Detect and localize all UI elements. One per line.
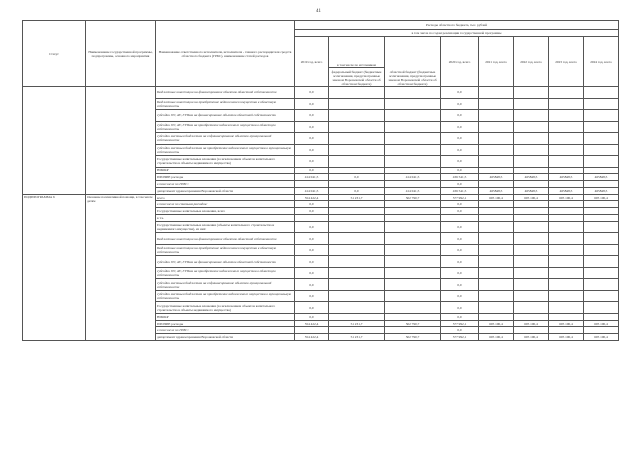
value-cell xyxy=(514,181,549,188)
value-cell: 0,0 xyxy=(295,98,329,110)
value-cell xyxy=(584,181,619,188)
value-cell xyxy=(514,167,549,174)
value-cell: 0,0 xyxy=(441,313,479,320)
value-cell xyxy=(385,167,441,174)
subprogram6-status: ПОДПРОГРАММА 6 xyxy=(23,194,86,340)
value-cell: 0,0 xyxy=(295,201,329,208)
value-cell xyxy=(385,279,441,291)
header-2023: 2023 год, всего xyxy=(549,37,584,87)
value-cell xyxy=(584,156,619,168)
value-cell: 0,0 xyxy=(295,233,329,245)
row-label: ПРОЧИЕ расходы xyxy=(156,174,295,181)
value-cell: 605 100,4 xyxy=(584,320,619,327)
value-cell: 0,0 xyxy=(295,156,329,168)
value-cell xyxy=(584,267,619,279)
value-cell xyxy=(385,181,441,188)
value-cell: 465848,5 xyxy=(549,174,584,181)
value-cell: 0,0 xyxy=(295,121,329,133)
subprogram6-program-name: Оказание паллиативной помощи, в том числе детям xyxy=(86,194,156,340)
header-executor: Наименование ответственного исполнителя, исполнителя - главного распорядителя средств областного бюджета (ГРБС), наименование статей расходов xyxy=(156,21,295,87)
value-cell xyxy=(549,215,584,222)
value-cell: 0,0 xyxy=(295,208,329,215)
value-cell xyxy=(385,244,441,256)
value-cell: 577 992,1 xyxy=(441,320,479,327)
row-label: субсидии ОУ, АУ, ГУПам на финансирование объектов областной собственности xyxy=(156,256,295,268)
header-including: в том числе по источникам xyxy=(329,63,384,68)
value-cell xyxy=(385,144,441,156)
value-cell xyxy=(329,244,385,256)
group1-status xyxy=(23,87,86,195)
value-cell xyxy=(584,327,619,334)
value-cell xyxy=(549,98,584,110)
row-label: в том числе по статьям расходов: xyxy=(156,201,295,208)
value-cell: 0,0 xyxy=(441,302,479,314)
value-cell xyxy=(329,156,385,168)
value-cell xyxy=(584,208,619,215)
row-label: Бюджетные инвестиции на приобретение недвижимого имущества в областную собственность xyxy=(156,98,295,110)
value-cell xyxy=(479,87,514,99)
value-cell: 465848,5 xyxy=(549,187,584,194)
value-cell xyxy=(479,256,514,268)
value-cell: 502 790,7 xyxy=(385,334,441,341)
value-cell xyxy=(584,98,619,110)
row-label: в том числе по ГРБС: xyxy=(156,181,295,188)
value-cell xyxy=(385,256,441,268)
value-cell: 0,0 xyxy=(295,256,329,268)
value-cell xyxy=(479,98,514,110)
row-label: НИОКР xyxy=(156,313,295,320)
value-cell xyxy=(479,156,514,168)
value-cell xyxy=(385,290,441,302)
value-cell xyxy=(549,133,584,145)
value-cell xyxy=(329,233,385,245)
value-cell xyxy=(514,110,549,122)
value-cell xyxy=(385,110,441,122)
row-label: субсидии ОУ, АУ, ГУПам на приобретение недвижимого имущества в областную собственность xyxy=(156,267,295,279)
value-cell xyxy=(385,208,441,215)
page-number: 41 xyxy=(316,9,321,14)
value-cell xyxy=(549,233,584,245)
value-cell: 414 041,5 xyxy=(385,187,441,194)
value-cell xyxy=(385,233,441,245)
value-cell: 465848,5 xyxy=(514,174,549,181)
value-cell xyxy=(385,267,441,279)
value-cell xyxy=(441,215,479,222)
value-cell xyxy=(584,302,619,314)
value-cell xyxy=(329,208,385,215)
value-cell xyxy=(329,87,385,99)
value-cell xyxy=(479,302,514,314)
value-cell xyxy=(549,144,584,156)
value-cell xyxy=(385,121,441,133)
value-cell: 414 041,5 xyxy=(295,174,329,181)
header-by-year: в том числе по годам реализации государственной программы xyxy=(295,30,619,37)
value-cell xyxy=(479,327,514,334)
value-cell: 414 041,5 xyxy=(295,187,329,194)
header-federal: в том числе по источникам федеральный бюджет (бюджетные ассигнования, предусмотренные законом Воронежской области об областном бюджете) xyxy=(329,37,385,87)
value-cell: 0,0 xyxy=(441,98,479,110)
row-label: всего xyxy=(156,194,295,201)
value-cell: 0,0 xyxy=(441,290,479,302)
row-label: субсидии местным бюджетам на приобретение недвижимого имущества в муниципальную собственность xyxy=(156,290,295,302)
value-cell xyxy=(514,144,549,156)
row-label: субсидии местным бюджетам на приобретение недвижимого имущества в муниципальную собственность xyxy=(156,144,295,156)
value-cell xyxy=(295,215,329,222)
value-cell: 0,0 xyxy=(329,174,385,181)
value-cell: 554 422,4 xyxy=(295,334,329,341)
value-cell xyxy=(549,290,584,302)
value-cell xyxy=(584,244,619,256)
value-cell xyxy=(329,133,385,145)
value-cell: 605 100,4 xyxy=(514,334,549,341)
value-cell xyxy=(549,221,584,233)
value-cell: 0,0 xyxy=(441,133,479,145)
value-cell: 465848,5 xyxy=(584,187,619,194)
value-cell: 414 041,5 xyxy=(385,174,441,181)
table-row xyxy=(23,87,619,99)
value-cell xyxy=(549,267,584,279)
value-cell: 605 100,4 xyxy=(584,334,619,341)
header-2022: 2022 год, всего xyxy=(514,37,549,87)
value-cell: 554 422,4 xyxy=(295,320,329,327)
row-label: департамент здравоохранения Воронежской области xyxy=(156,187,295,194)
value-cell xyxy=(385,221,441,233)
value-cell: 0,0 xyxy=(295,144,329,156)
row-label: Государственные капитальные вложения (объекты капитального строительства и недвижимого имущества), из них: xyxy=(156,221,295,233)
row-label: ПРОЧИЕ расходы xyxy=(156,320,295,327)
value-cell: 0,0 xyxy=(441,121,479,133)
value-cell xyxy=(514,87,549,99)
value-cell xyxy=(514,244,549,256)
value-cell xyxy=(514,313,549,320)
value-cell: 605 100,4 xyxy=(584,194,619,201)
value-cell xyxy=(514,233,549,245)
value-cell: 0,0 xyxy=(295,167,329,174)
value-cell: 0,0 xyxy=(441,279,479,291)
value-cell: 0,0 xyxy=(295,221,329,233)
header-program: Наименование государственной программы, подпрограммы, основного мероприятия xyxy=(86,21,156,87)
value-cell xyxy=(584,144,619,156)
value-cell xyxy=(514,267,549,279)
value-cell xyxy=(584,201,619,208)
value-cell: 0,0 xyxy=(295,110,329,122)
value-cell xyxy=(329,121,385,133)
value-cell xyxy=(295,181,329,188)
value-cell: 605 100,4 xyxy=(479,194,514,201)
value-cell xyxy=(329,327,385,334)
value-cell xyxy=(295,327,329,334)
value-cell xyxy=(514,327,549,334)
value-cell: 0,0 xyxy=(441,87,479,99)
value-cell xyxy=(329,201,385,208)
value-cell xyxy=(479,267,514,279)
value-cell: 0,0 xyxy=(295,290,329,302)
value-cell: 577 992,1 xyxy=(441,194,479,201)
value-cell xyxy=(329,256,385,268)
value-cell xyxy=(584,87,619,99)
value-cell xyxy=(479,144,514,156)
value-cell xyxy=(385,327,441,334)
value-cell xyxy=(514,208,549,215)
value-cell xyxy=(549,208,584,215)
value-cell: 0,0 xyxy=(329,187,385,194)
value-cell xyxy=(549,313,584,320)
value-cell: 0,0 xyxy=(441,144,479,156)
value-cell: 0,0 xyxy=(295,87,329,99)
value-cell xyxy=(479,201,514,208)
row-label: Государственные капитальные вложения (за исключением объектов капитального строительства в объекты недвижимого имущества) xyxy=(156,302,295,314)
value-cell xyxy=(329,181,385,188)
value-cell xyxy=(514,221,549,233)
value-cell xyxy=(584,279,619,291)
value-cell: 465848,5 xyxy=(479,187,514,194)
value-cell xyxy=(584,215,619,222)
value-cell: 605 100,4 xyxy=(479,320,514,327)
value-cell xyxy=(479,313,514,320)
value-cell xyxy=(584,313,619,320)
value-cell xyxy=(549,87,584,99)
value-cell xyxy=(329,167,385,174)
value-cell xyxy=(514,201,549,208)
value-cell xyxy=(329,313,385,320)
value-cell xyxy=(549,167,584,174)
value-cell: 0,0 xyxy=(441,244,479,256)
value-cell xyxy=(329,98,385,110)
value-cell xyxy=(514,156,549,168)
value-cell xyxy=(479,181,514,188)
value-cell xyxy=(479,167,514,174)
value-cell xyxy=(584,233,619,245)
value-cell xyxy=(329,144,385,156)
value-cell: 0,0 xyxy=(295,302,329,314)
value-cell: 0,0 xyxy=(441,256,479,268)
value-cell xyxy=(584,290,619,302)
row-label: Государственные капитальные вложения (за исключением объектов капитального строительства в объекты недвижимого имущества) xyxy=(156,156,295,168)
value-cell: 51 231,7 xyxy=(329,320,385,327)
value-cell xyxy=(514,215,549,222)
budget-table xyxy=(22,20,619,341)
value-cell xyxy=(479,121,514,133)
value-cell xyxy=(385,201,441,208)
value-cell xyxy=(479,110,514,122)
row-label: субсидии местным бюджетам на софинансирование объектов муниципальной собственности xyxy=(156,279,295,291)
row-label: Бюджетные инвестиции на финансирование объектов областной собственности xyxy=(156,233,295,245)
value-cell xyxy=(514,98,549,110)
value-cell: 51 231,7 xyxy=(329,194,385,201)
value-cell xyxy=(479,233,514,245)
row-label: в т.ч. xyxy=(156,215,295,222)
value-cell xyxy=(479,215,514,222)
value-cell xyxy=(385,313,441,320)
value-cell xyxy=(514,279,549,291)
value-cell: 436 541,5 xyxy=(441,174,479,181)
value-cell xyxy=(584,221,619,233)
value-cell xyxy=(385,215,441,222)
row-label: в том числе по ГРБС: xyxy=(156,327,295,334)
header-status: Статус xyxy=(23,21,86,87)
value-cell xyxy=(549,279,584,291)
header-2019: 2019 год, всего xyxy=(295,37,329,87)
value-cell: 0,0 xyxy=(295,267,329,279)
value-cell xyxy=(329,110,385,122)
value-cell xyxy=(329,215,385,222)
value-cell: 465848,5 xyxy=(479,174,514,181)
value-cell: 0,0 xyxy=(441,327,479,334)
value-cell xyxy=(514,302,549,314)
header-expenses: Расходы областного бюджета, тыс. рублей xyxy=(295,21,619,30)
value-cell xyxy=(479,208,514,215)
value-cell xyxy=(385,98,441,110)
row-label: НИОКР xyxy=(156,167,295,174)
row-label: Бюджетные инвестиции на финансирование объектов областной собственности xyxy=(156,87,295,99)
value-cell xyxy=(329,302,385,314)
value-cell: 0,0 xyxy=(441,110,479,122)
table-row xyxy=(23,194,619,201)
value-cell: 465848,5 xyxy=(514,187,549,194)
value-cell: 0,0 xyxy=(441,233,479,245)
value-cell: 605 100,4 xyxy=(514,320,549,327)
value-cell xyxy=(479,279,514,291)
value-cell xyxy=(385,87,441,99)
row-label: субсидии ОУ, АУ, ГУПам на приобретение недвижимого имущества в областную собственность xyxy=(156,121,295,133)
value-cell xyxy=(514,133,549,145)
value-cell: 502 790,7 xyxy=(385,194,441,201)
header-regional: областной бюджет (бюджетные ассигнования, предусмотренные законом Воронежской области об областном бюджете) xyxy=(385,37,441,87)
value-cell: 0,0 xyxy=(441,208,479,215)
value-cell xyxy=(549,121,584,133)
value-cell xyxy=(584,121,619,133)
value-cell: 0,0 xyxy=(441,267,479,279)
value-cell: 0,0 xyxy=(295,133,329,145)
value-cell: 0,0 xyxy=(295,313,329,320)
value-cell xyxy=(549,110,584,122)
value-cell: 605 100,4 xyxy=(549,194,584,201)
value-cell: 605 100,4 xyxy=(549,320,584,327)
header-2021: 2021 год, всего xyxy=(479,37,514,87)
value-cell xyxy=(514,290,549,302)
row-label: субсидии ОУ, АУ, ГУПам на финансирование объектов областной собственности xyxy=(156,110,295,122)
row-label: субсидии местным бюджетам на софинансирование объектов муниципальной собственности xyxy=(156,133,295,145)
value-cell: 502 790,7 xyxy=(385,320,441,327)
value-cell: 0,0 xyxy=(441,201,479,208)
value-cell xyxy=(584,256,619,268)
value-cell xyxy=(584,110,619,122)
value-cell: 0,0 xyxy=(441,156,479,168)
value-cell xyxy=(385,133,441,145)
value-cell xyxy=(514,121,549,133)
value-cell xyxy=(549,201,584,208)
value-cell xyxy=(329,221,385,233)
value-cell: 0,0 xyxy=(441,167,479,174)
value-cell xyxy=(549,302,584,314)
value-cell xyxy=(584,133,619,145)
value-cell: 577 992,1 xyxy=(441,334,479,341)
value-cell xyxy=(549,156,584,168)
value-cell xyxy=(549,181,584,188)
value-cell xyxy=(479,290,514,302)
value-cell xyxy=(385,156,441,168)
value-cell xyxy=(479,221,514,233)
row-label: Бюджетные инвестиции на приобретение недвижимого имущества в областную собственность xyxy=(156,244,295,256)
value-cell: 554 422,4 xyxy=(295,194,329,201)
value-cell: 605 100,4 xyxy=(549,334,584,341)
group1-program-name xyxy=(86,87,156,195)
value-cell xyxy=(479,244,514,256)
row-label: Государственные капитальные вложения, всего xyxy=(156,208,295,215)
value-cell xyxy=(514,256,549,268)
value-cell xyxy=(329,267,385,279)
value-cell xyxy=(549,244,584,256)
value-cell: 0,0 xyxy=(441,181,479,188)
value-cell: 0,0 xyxy=(295,279,329,291)
value-cell: 0,0 xyxy=(441,221,479,233)
row-label: департамент здравоохранения Воронежской области xyxy=(156,334,295,341)
value-cell: 436 541,5 xyxy=(441,187,479,194)
value-cell xyxy=(329,290,385,302)
value-cell xyxy=(385,302,441,314)
header-2020: 2020 год, всего xyxy=(441,37,479,87)
header-2024: 2024 год, всего xyxy=(584,37,619,87)
value-cell xyxy=(549,327,584,334)
table-body xyxy=(23,87,619,341)
value-cell xyxy=(549,256,584,268)
value-cell: 0,0 xyxy=(295,244,329,256)
value-cell xyxy=(329,279,385,291)
value-cell: 605 100,4 xyxy=(514,194,549,201)
value-cell xyxy=(479,133,514,145)
value-cell: 465848,5 xyxy=(584,174,619,181)
value-cell xyxy=(584,167,619,174)
value-cell: 605 100,4 xyxy=(479,334,514,341)
value-cell: 51 231,7 xyxy=(329,334,385,341)
